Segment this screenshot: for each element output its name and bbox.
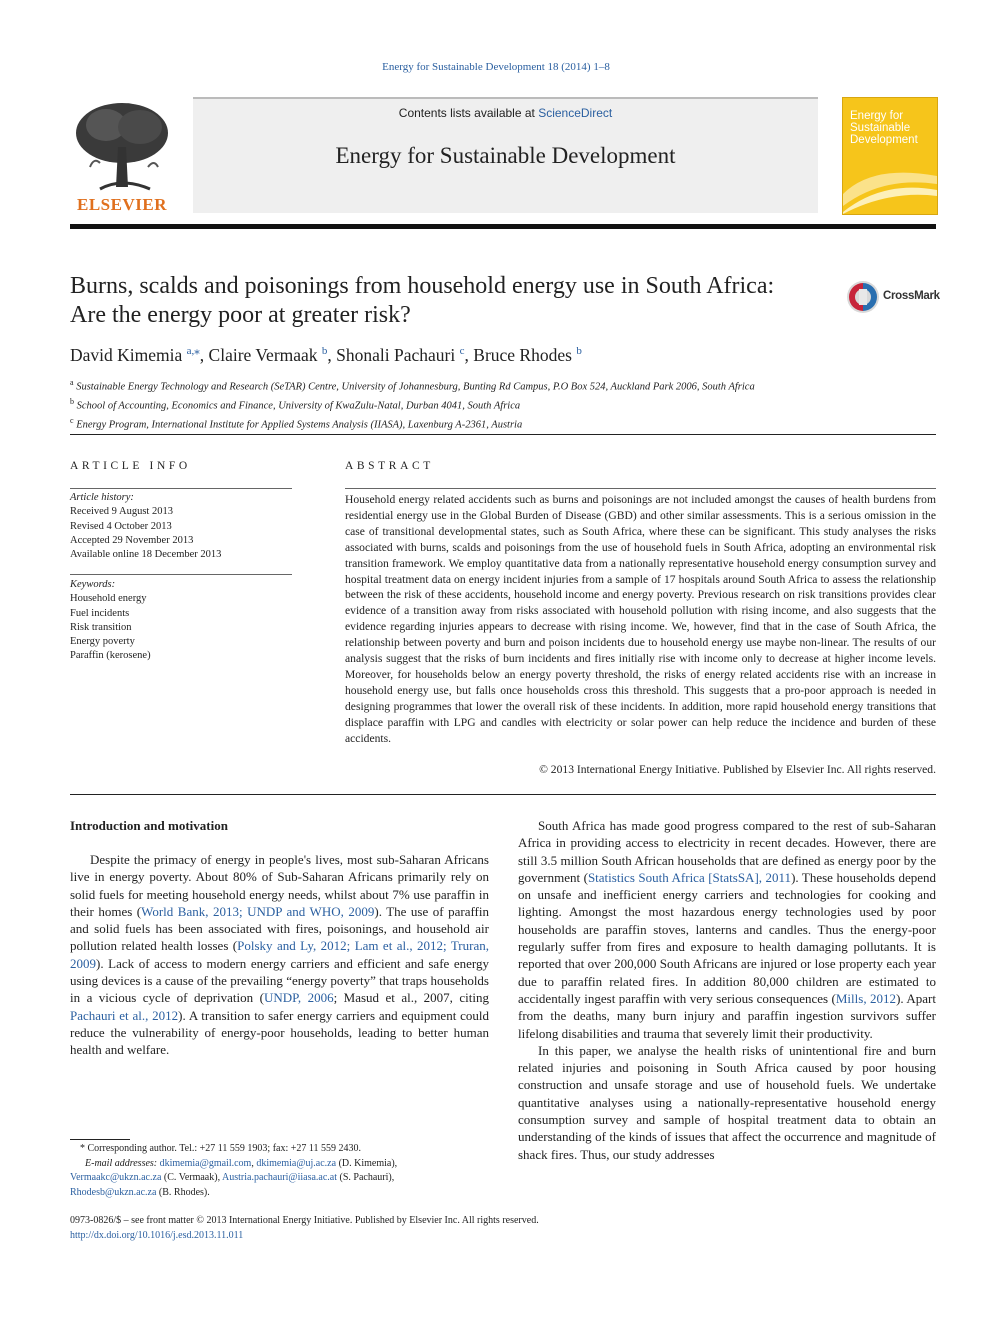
section-heading: Introduction and motivation bbox=[70, 818, 228, 833]
email-link[interactable]: Rhodesb@ukzn.ac.za bbox=[70, 1186, 157, 1198]
history-received: Received 9 August 2013 bbox=[70, 506, 173, 518]
email-link[interactable]: dkimemia@uj.ac.za bbox=[256, 1157, 337, 1169]
history-label: Article history: bbox=[70, 492, 134, 503]
paragraph-text: ). A transition to safer energy carriers and equipment could reduce the vulnerability of energy-poor households, leading to better human health and welfare. bbox=[70, 1007, 490, 1058]
crossmark-badge[interactable] bbox=[846, 279, 938, 315]
contents-line bbox=[193, 106, 818, 120]
email-link[interactable]: Vermaakc@ukzn.ac.za bbox=[70, 1172, 162, 1183]
info-rule bbox=[70, 574, 292, 575]
author-separator: , bbox=[464, 344, 474, 365]
cover-art-icon bbox=[843, 154, 937, 214]
affiliation-mark: b bbox=[70, 397, 74, 406]
footnote bbox=[70, 1142, 490, 1200]
keyword: Energy poverty bbox=[70, 636, 135, 648]
affiliation-mark: a bbox=[70, 378, 74, 387]
citation-link[interactable]: World Bank, 2013; UNDP and WHO, 2009 bbox=[141, 903, 375, 919]
affiliation bbox=[70, 376, 755, 395]
author-name[interactable]: Bruce Rhodes bbox=[473, 344, 572, 365]
history-online: Available online 18 December 2013 bbox=[70, 549, 222, 561]
author-separator: , bbox=[199, 344, 209, 365]
author-affiliation-mark[interactable]: a,⁎ bbox=[186, 345, 200, 357]
paragraph-text: South Africa has made good progress compared to the rest of sub-Saharan Africa in providing access to electricity in recent decades. However, there are still 3.5 million South African households that are defined as energy poor by the government ( bbox=[518, 818, 936, 885]
doi-link[interactable]: http://dx.doi.org/10.1016/j.esd.2013.11.011 bbox=[70, 1230, 244, 1241]
abstract-text: Household energy related accidents such as burns and poisonings are not included amongst the causes of health burdens from residential energy use in the Global Burden of Disease (GBD) and other similar assessments. This is a serious omission in the case of transitional developmental states, such as South Africa, where these can be significant. This study analyses the risks associated with burns, scalds and poisonings from the use of household fuels in South Africa, adopting an environmental risk transition framework. We employ quantitative data from a nationally representative household energy consumption survey and hospital treatment data on energy incident injuries from a sample of 17 hospitals around South Africa to assess the relationship between the risk of these accidents, household income and energy poverty. Previous research on risk transitions provides clear evidence of a transition away from risks associated with household pollution with rising income, and also suggests that the evidence regarding injuries appears to decrease with rising income. We, however, find that in the case of South Africa, the relationship between poverty and burn and poison incidents due to household energy use maybe non-linear. The results of our analysis suggest that the risks of burn incidents and fires initially rise with income only to decrease at higher income levels. Moreover, for households below an energy poverty threshold, the risks of energy related accidents rise with an increase in household energy use, but falls once households cross this threshold. This suggests that a pro-poor approach is needed in designing programmes that lower the overall risk of these incidents. In addition, more rapid household energy transitions that displace paraffin with LPG and candles with electricity or solar power can help reduce the incidence and burden of these accidents. bbox=[345, 493, 936, 745]
affiliation bbox=[70, 395, 755, 414]
header-rule bbox=[70, 224, 936, 229]
right-column bbox=[518, 817, 936, 1163]
tree-icon bbox=[70, 97, 174, 195]
section-divider bbox=[70, 794, 936, 795]
article-info-heading: ARTICLE INFO bbox=[70, 460, 191, 472]
email-owner: (B. Rhodes). bbox=[158, 1186, 210, 1198]
paragraph-text: ). These households depend on unsafe and inefficient energy carriers and technologies for cooking and lighting. Amongst the most hazardous energy technologies used by poor households are paraffin stoves, lanterns and candles. Thus the energy-poor regularly suffer from fires and exposure to health damaging pollutants. It is reported that over 200,000 South Africans are injured or lose property each year due to paraffin related fires. In addition 80,000 children are estimated to accidentally ingest paraffin with very serious consequences ( bbox=[518, 869, 936, 1006]
citation-link[interactable]: Pachauri et al., 2012 bbox=[70, 1007, 179, 1023]
citation-link[interactable]: Polsky and Ly, 2012; Lam et al., 2012; Truran, 2009 bbox=[70, 938, 489, 971]
journal-cover[interactable] bbox=[842, 97, 938, 215]
paragraph-text: ). Lack of access to modern energy carriers and efficient and safe energy using devices is a cause of the prevailing “energy poverty” that traps households in a vicious cycle of deprivation ( bbox=[70, 955, 489, 1006]
journal-banner bbox=[193, 97, 818, 213]
author-name[interactable]: Shonali Pachauri bbox=[336, 344, 456, 365]
body-paragraph: In this paper, we analyse the health risks of unintentional fire and burn related injuries and poisoning in South Africa caused by poor housing construction and unsafe storage and use of household fuels. We undertake quantitative analyses using a nationally-representative household energy consumption survey and sample of hospital treatment data to obtain an understanding of the kinds of issues that affect the occurrence and magnitude of shack fires. Thus, our study addresses bbox=[518, 1042, 936, 1162]
affiliation-mark: c bbox=[70, 416, 74, 425]
email-link[interactable]: dkimemia@gmail.com bbox=[159, 1157, 252, 1169]
corresponding-author: * Corresponding author. Tel.: +27 11 559 1903; fax: +27 11 559 2430. bbox=[70, 1143, 362, 1154]
email-line bbox=[70, 1171, 490, 1186]
affiliations bbox=[70, 376, 755, 433]
keyword: Paraffin (kerosene) bbox=[70, 650, 151, 662]
affiliation bbox=[70, 414, 755, 433]
publisher-name: ELSEVIER bbox=[77, 195, 167, 214]
author-affiliation-mark[interactable]: c bbox=[459, 345, 465, 357]
email-owner: (S. Pachauri), bbox=[339, 1172, 395, 1183]
front-matter-text: 0973-0826/$ – see front matter © 2013 International Energy Initiative. Published by Elsevier Inc. All rights reserved. bbox=[70, 1215, 539, 1226]
journal-reference[interactable]: Energy for Sustainable Development 18 (2014) 1–8 bbox=[382, 61, 610, 73]
abstract-rule bbox=[345, 488, 936, 489]
email-link[interactable]: Austria.pachauri@iiasa.ac.at bbox=[222, 1172, 338, 1183]
title-line-2: Are the energy poor at greater risk? bbox=[70, 302, 411, 328]
affiliation-text: Energy Program, International Institute for Applied Systems Analysis (IIASA), Laxenburg A-2361, Austria bbox=[76, 419, 523, 431]
affiliation-text: Sustainable Energy Technology and Research (SeTAR) Centre, University of Johannesburg, Bunting Rd Campus, P.O Box 524, Auckland Park 2006, South Africa bbox=[76, 381, 755, 393]
keyword: Risk transition bbox=[70, 621, 132, 633]
crossmark-label: CrossMark bbox=[883, 290, 940, 302]
email-line bbox=[70, 1186, 490, 1201]
article-title bbox=[70, 272, 830, 330]
body-paragraph bbox=[70, 851, 489, 1059]
corresponding-author-text: Corresponding author. Tel.: +27 11 559 1903; fax: +27 11 559 2430. bbox=[87, 1143, 362, 1154]
crossmark-icon bbox=[846, 279, 880, 315]
keyword: Fuel incidents bbox=[70, 607, 130, 619]
citation-link[interactable]: Statistics South Africa [StatsSA], 2011 bbox=[587, 869, 792, 885]
citation-link[interactable]: Mills, 2012 bbox=[835, 990, 897, 1006]
citation-link[interactable]: UNDP, 2006 bbox=[263, 990, 334, 1006]
keywords bbox=[70, 578, 151, 664]
author-list bbox=[70, 344, 582, 366]
front-matter bbox=[70, 1213, 539, 1243]
abstract-copyright: © 2013 International Energy Initiative. Published by Elsevier Inc. All rights reserved. bbox=[539, 763, 936, 776]
author-affiliation-mark[interactable]: b bbox=[321, 345, 328, 357]
section-divider bbox=[70, 434, 936, 435]
contents-prefix: Contents lists available at bbox=[398, 106, 539, 120]
author-affiliation-mark[interactable]: b bbox=[576, 345, 582, 357]
abstract-heading: ABSTRACT bbox=[345, 460, 434, 472]
info-rule bbox=[70, 488, 292, 489]
author-name[interactable]: David Kimemia bbox=[70, 344, 183, 365]
journal-title[interactable]: Energy for Sustainable Development bbox=[335, 143, 676, 168]
history-accepted: Accepted 29 November 2013 bbox=[70, 534, 194, 546]
affiliation-text: School of Accounting, Economics and Finance, University of KwaZulu-Natal, Durban 4041, South Africa bbox=[76, 400, 521, 412]
cover-title: Energy for Sustainable Development bbox=[850, 110, 918, 146]
email-owner: (D. Kimemia), bbox=[338, 1157, 398, 1169]
banner-rule bbox=[193, 97, 818, 99]
article-history bbox=[70, 491, 221, 562]
paragraph-text: ). The use of paraffin and solid fuels has been associated with fires, poisonings, and household air pollution related health losses ( bbox=[70, 903, 489, 954]
keywords-label: Keywords: bbox=[70, 579, 116, 590]
keyword: Household energy bbox=[70, 593, 147, 605]
email-line: E-mail addresses: dkimemia@gmail.com, dkimemia@uj.ac.za (D. Kimemia), bbox=[85, 1157, 398, 1169]
paragraph-text: ). Apart from the deaths, many burn injury and paraffin ingestion survivors suffer lifelong disabilities and trauma that severely limit their productivity. bbox=[518, 990, 936, 1041]
title-line-1: Burns, scalds and poisonings from household energy use in South Africa: bbox=[70, 273, 775, 299]
footnote-rule bbox=[70, 1139, 130, 1140]
author-name[interactable]: Claire Vermaak bbox=[208, 344, 318, 365]
paragraph-text: ; Masud et al., 2007, citing bbox=[333, 990, 489, 1006]
body-paragraph bbox=[518, 817, 936, 1042]
paragraph-text: Despite the primacy of energy in people's lives, most sub-Saharan Africans live in energy poverty. About 80% of Sub-Saharan Africans primarily rely on solid fuels for meeting household energy needs, whilst about 7% use paraffin in their homes ( bbox=[70, 852, 489, 919]
sciencedirect-link[interactable]: ScienceDirect bbox=[538, 106, 613, 120]
email-owner: (C. Vermaak), bbox=[163, 1172, 221, 1183]
history-revised: Revised 4 October 2013 bbox=[70, 520, 172, 532]
elsevier-logo bbox=[70, 97, 174, 215]
author-separator: , bbox=[327, 344, 337, 365]
email-label: E-mail addresses: bbox=[85, 1157, 158, 1169]
